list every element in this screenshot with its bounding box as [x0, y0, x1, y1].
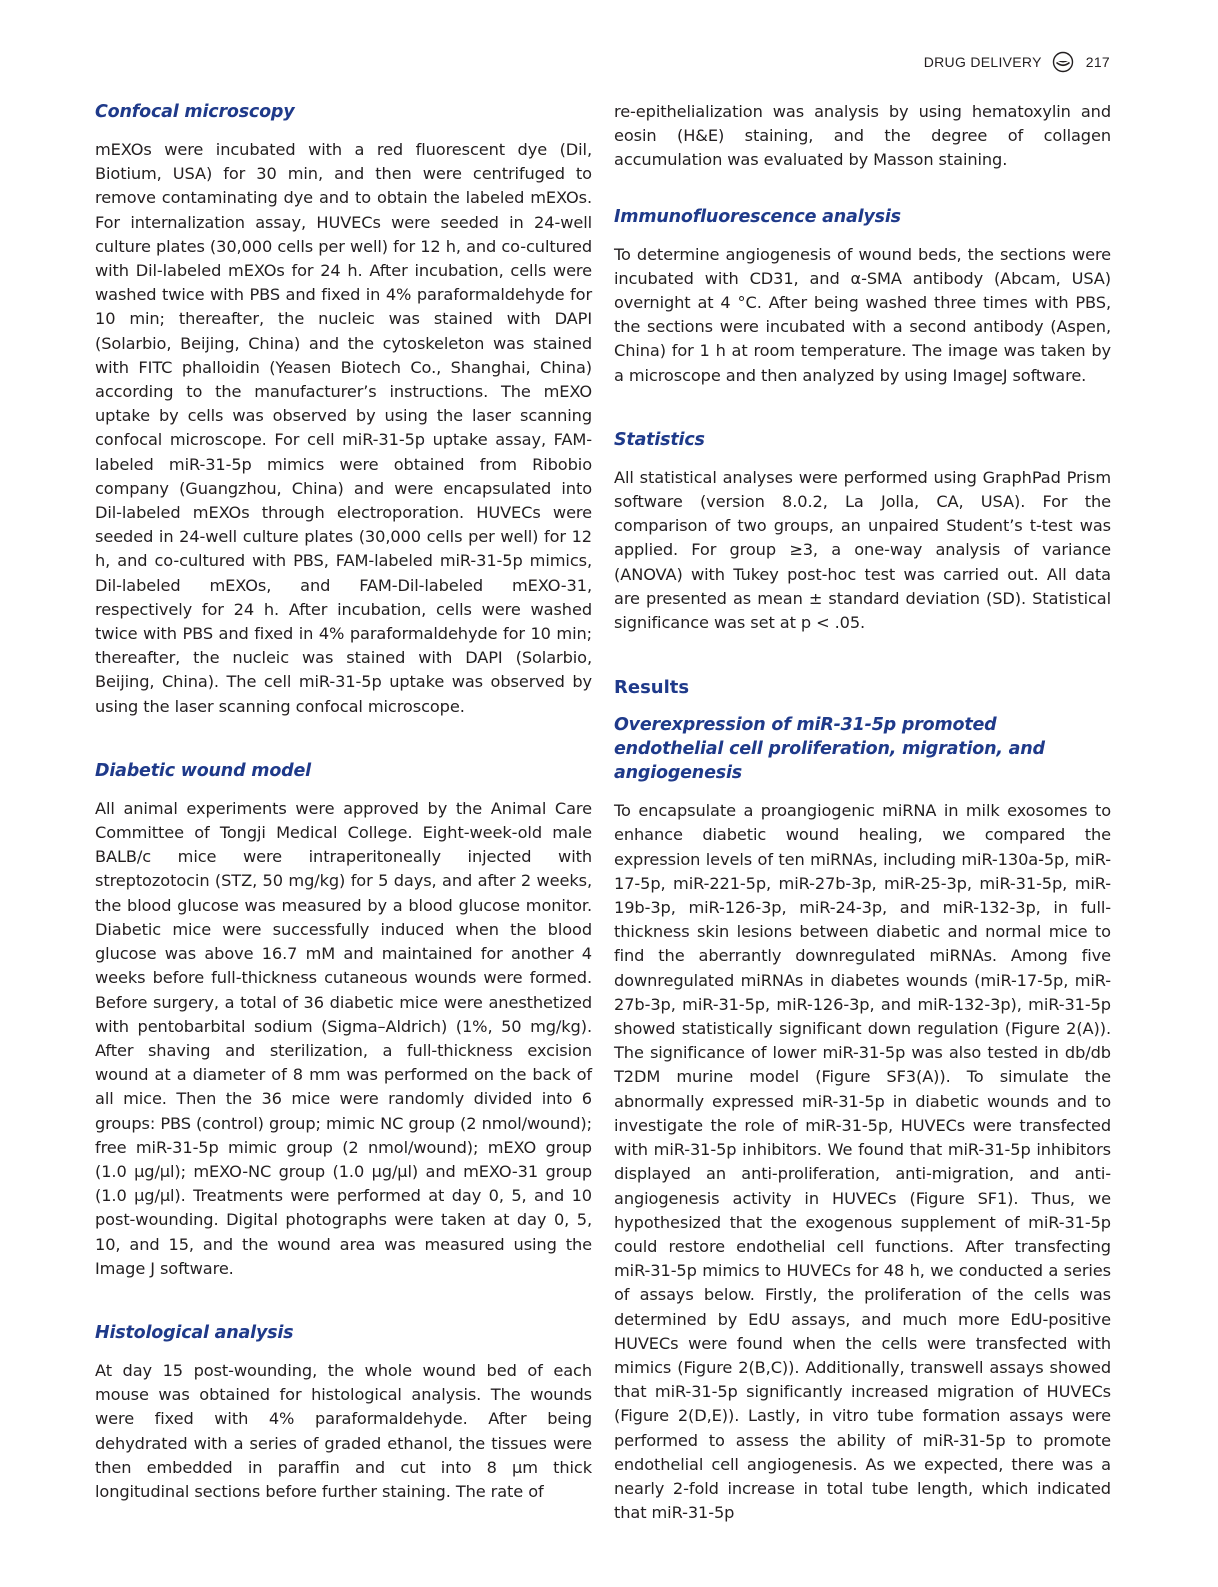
section-heading: Immunofluorescence analysis: [614, 206, 901, 227]
subsection-heading: Overexpression of miR-31-5p promoted endothelial cell proliferation, migration, and angiogenesis: [614, 715, 1045, 784]
section-diabetic-wound-model: [95, 759, 592, 1281]
section-results: [614, 675, 1111, 1525]
section-statistics: [614, 428, 1111, 635]
page-number: 217: [1085, 54, 1110, 70]
section-immunofluorescence: [614, 205, 1111, 388]
paragraph: re-epithelialization was analysis by using hematoxylin and eosin (H&E) staining, and the degree of collagen accumulation was evaluated by Masson staining.: [614, 102, 1111, 170]
paragraph: To determine angiogenesis of wound beds, the sections were incubated with CD31, and α-SMA antibody (Abcam, USA) overnight at 4 °C. After being washed three times with PBS, the sections were incubated with a second antibody (Aspen, China) for 1 h at room temperature. The image was taken by a microscope and then analyzed by using ImageJ software.: [614, 244, 1111, 385]
section-heading: Confocal microscopy: [95, 102, 295, 122]
journal-logo-icon: [1052, 51, 1074, 73]
results-heading: Results: [614, 677, 690, 699]
left-column: [95, 100, 592, 1544]
section-histological: [95, 1321, 592, 1504]
paragraph: mEXOs were incubated with a red fluorescent dye (Dil, Biotium, USA) for 30 min, and then were centrifuged to remove contaminating dye and to obtain the labeled mEXOs. For internalization assay, HUVECs were seeded in 24-well culture plates (30,000 cells per well) for 12 h, and co-cultured with Dil-labeled mEXOs for 24 h. After incubation, cells were washed twice with PBS and fixed in 4% paraformaldehyde for 10 min; thereafter, the nucleic was stained with DAPI (Solarbio, Beijing, China) and the cytoskeleton was stained with FITC phalloidin (Yeasen Biotech Co., Shanghai, China) according to the manufacturer’s instructions. The mEXO uptake by cells was observed by using the laser scanning confocal microscope. For cell miR-31-5p uptake assay, FAM-labeled miR-31-5p mimics were obtained from Ribobio company (Guangzhou, China) and were encapsulated into Dil-labeled mEXOs through electroporation. HUVECs were seeded in 24-well culture plates (30,000 cells per well) for 12 h, and co-cultured with PBS, FAM-labeled miR-31-5p mimics, Dil-labeled mEXOs, and FAM-Dil-labeled mEXO-31, respectively for 24 h. After incubation, cells were washed twice with PBS and fixed in 4% paraformaldehyde for 10 min; thereafter, the nucleic was stained with DAPI (Solarbio, Beijing, China). The cell miR-31-5p uptake was observed by using the laser scanning confocal microscope.: [95, 140, 592, 716]
section-heading: Diabetic wound model: [95, 760, 311, 781]
section-heading: Statistics: [614, 429, 705, 450]
section-confocal: [95, 100, 592, 719]
journal-name: DRUG DELIVERY: [923, 54, 1042, 70]
paragraph: To encapsulate a proangiogenic miRNA in milk exosomes to enhance diabetic wound healing, we compared the expression levels of ten miRNAs, including miR-130a-5p, miR-17-5p, miR-221-5p, miR-27b-3p, miR-25-3p, miR-31-5p, miR-19b-3p, miR-126-3p, miR-24-3p, and miR-132-3p, in full-thickness skin lesions between diabetic and normal mice to find the aberrantly downregulated miRNAs. Among five downregulated miRNAs in diabetes wounds (miR-17-5p, miR-27b-3p, miR-31-5p, miR-126-3p, and miR-132-3p), miR-31-5p showed statistically significant down regulation (Figure 2(A)). The significance of lower miR-31-5p was also tested in db/db T2DM murine model (Figure SF3(A)). To simulate the abnormally expressed miR-31-5p in diabetic wounds and to investigate the role of miR-31-5p, HUVECs were transfected with miR-31-5p inhibitors. We found that miR-31-5p inhibitors displayed an anti-proliferation, anti-migration, and anti-angiogenesis activity in HUVECs (Figure SF1). Thus, we hypothesized that the exogenous supplement of miR-31-5p could restore endothelial cell functions. After transfecting miR-31-5p mimics to HUVECs for 48 h, we conducted a series of assays below. Firstly, the proliferation of the cells was determined by EdU assays, and much more EdU-positive HUVECs were found when the cells were transfected with mimics (Figure 2(B,C)). Additionally, transwell assays showed that miR-31-5p significantly increased migration of HUVECs (Figure 2(D,E)). Lastly, in vitro tube formation assays were performed to assess the ability of miR-31-5p to promote endothelial cell angiogenesis. As we expected, there was a nearly 2-fold increase in total tube length, which indicated that miR-31-5p: [614, 801, 1111, 1523]
section-histological-continued: [614, 100, 1111, 173]
right-column: [614, 100, 1111, 1565]
paragraph: All animal experiments were approved by the Animal Care Committee of Tongji Medical College. Eight-week-old male BALB/c mice were intraperitoneally injected with streptozotocin (STZ, 50 mg/kg) for 5 days, and after 2 weeks, the blood glucose was measured by a blood glucose monitor. Diabetic mice were successfully induced when the blood glucose was above 16.7 mM and maintained for another 4 weeks before full-thickness cutaneous wounds were formed. Before surgery, a total of 36 diabetic mice were anesthetized with pentobarbital sodium (Sigma–Aldrich) (1%, 50 mg/kg). After shaving and sterilization, a full-thickness excision wound at a diameter of 8 mm was performed on the back of all mice. Then the 36 mice were randomly divided into 6 groups: PBS (control) group; mimic NC group (2 nmol/wound); free miR-31-5p mimic group (2 nmol/wound); mEXO group (1.0 μg/μl); mEXO-NC group (1.0 μg/μl) and mEXO-31 group (1.0 μg/μl). Treatments were performed at day 0, 5, and 10 post-wounding. Digital photographs were taken at day 0, 5, 10, and 15, and the wound area was measured using the Image J software.: [95, 798, 592, 1278]
paragraph: All statistical analyses were performed using GraphPad Prism software (version 8.0.2, La Jolla, CA, USA). For the comparison of two groups, an unpaired Student’s t-test was applied. For group ≥3, a one-way analysis of variance (ANOVA) with Tukey post-hoc test was carried out. All data are presented as mean ± standard deviation (SD). Statistical significance was set at p < .05.: [614, 467, 1111, 633]
running-header: [924, 51, 1110, 73]
section-heading: Histological analysis: [95, 1322, 294, 1343]
paragraph: At day 15 post-wounding, the whole wound bed of each mouse was obtained for histological analysis. The wounds were fixed with 4% paraformaldehyde. After being dehydrated with a series of graded ethanol, the tissues were then embedded in paraffin and cut into 8 μm thick longitudinal sections before further staining. The rate of: [95, 1360, 592, 1501]
